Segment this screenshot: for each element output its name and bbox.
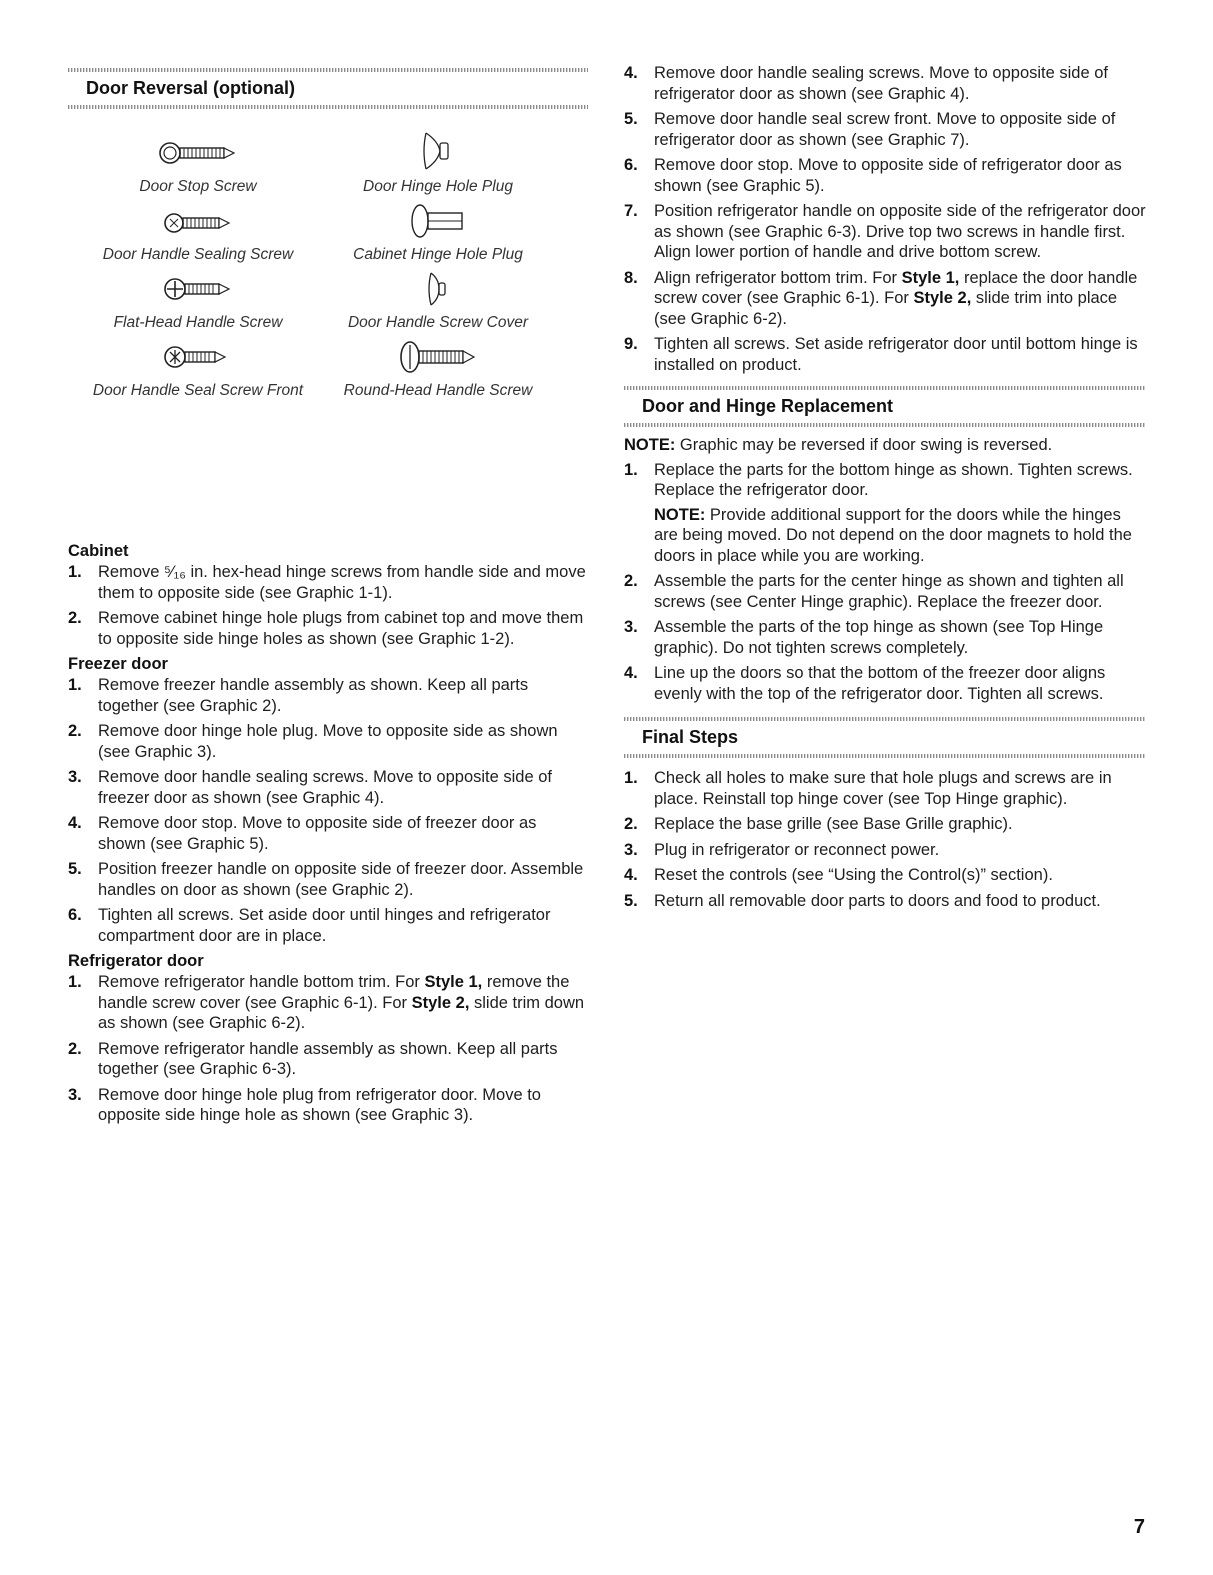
- section-title-door-reversal: Door Reversal (optional): [86, 78, 296, 98]
- part-label: Door Handle Sealing Screw: [102, 246, 294, 263]
- list-item: 1. Check all holes to make sure that hole plugs and screws are in place. Reinstall top hinge cover (see Top Hinge graphic).: [624, 769, 1112, 808]
- section-title-door-hinge: Door and Hinge Replacement: [642, 396, 894, 416]
- part-label: Cabinet Hinge Hole Plug: [353, 246, 523, 263]
- subheading-cabinet: Cabinet: [68, 542, 129, 560]
- door-stop-screw-icon: [73, 129, 323, 173]
- cabinet-hinge-hole-plug-icon: [313, 197, 563, 241]
- part-label: Door Stop Screw: [139, 178, 257, 195]
- list-item: 3. Remove door hinge hole plug from refrigerator door. Move to opposite side hinge hole as shown (see Graphic 3).: [68, 1085, 541, 1124]
- list-item: 5. Return all removable door parts to doors and food to product.: [624, 891, 1101, 910]
- step-note: NOTE: Provide additional support for the doors while the hinges are being moved. Do not depend on the door magnets to hold the doors in place while you are working.: [654, 505, 1132, 565]
- part-door-handle-seal-screw-front: [73, 333, 323, 400]
- door-handle-screw-cover-icon: [313, 265, 563, 309]
- list-item: 2. Remove refrigerator handle assembly as shown. Keep all parts together (see Graphic 6-3).: [68, 1039, 558, 1078]
- list-item: 9. Tighten all screws. Set aside refrigerator door until bottom hinge is installed on product.: [624, 335, 1138, 374]
- door-handle-sealing-screw-icon: [73, 197, 323, 241]
- subheading-freezer-door: Freezer door: [68, 655, 168, 673]
- part-label: Round-Head Handle Screw: [343, 382, 533, 399]
- list-item: 6. Tighten all screws. Set aside door until hinges and refrigerator compartment door are in place.: [68, 906, 551, 945]
- list-item: 1. Remove ⁵⁄₁₆ in. hex-head hinge screws from handle side and move them to opposite side (see Graphic 1-1).: [68, 563, 586, 602]
- part-door-handle-screw-cover: [313, 265, 563, 332]
- list-item: 8. Align refrigerator bottom trim. For Style 1, replace the door handle screw cover (see Graphic 6-1). For Style 2, slide trim into place (see Graphic 6-2).: [624, 268, 1138, 328]
- parts-legend: [68, 109, 588, 409]
- list-item: 4. Reset the controls (see “Using the Control(s)” section).: [624, 866, 1053, 884]
- section-rule-bottom: [624, 423, 1146, 427]
- flat-head-handle-screw-icon: [73, 265, 323, 309]
- part-label: Door Handle Seal Screw Front: [92, 382, 304, 399]
- left-column: [68, 0, 588, 1131]
- right-column: [624, 0, 1146, 916]
- step-number: 2.: [68, 609, 82, 627]
- door-handle-seal-screw-front-icon: [73, 333, 323, 377]
- door-hinge-hole-plug-icon: [313, 129, 563, 173]
- part-label: Door Hinge Hole Plug: [363, 178, 513, 195]
- list-item: 4. Remove door stop. Move to opposite side of freezer door as shown (see Graphic 5).: [68, 814, 537, 853]
- refrigerator-steps-continued: [624, 63, 1146, 375]
- part-cabinet-hinge-hole-plug: [313, 197, 563, 264]
- part-label: Door Handle Screw Cover: [347, 314, 529, 331]
- list-item: 2. Assemble the parts for the center hinge as shown and tighten all screws (see Center Hinge graphic). Replace the freezer door.: [624, 572, 1124, 611]
- part-door-hinge-hole-plug: [313, 129, 563, 196]
- section-title-final-steps: Final Steps: [642, 727, 739, 747]
- list-item: 2. Remove door hinge hole plug. Move to opposite side as shown (see Graphic 3).: [68, 722, 558, 761]
- part-door-handle-sealing-screw: [73, 197, 323, 264]
- round-head-handle-screw-icon: [313, 333, 563, 377]
- list-item: 2. Remove cabinet hinge hole plugs from cabinet top and move them to opposite side hinge holes as shown (see Graphic 1-2).: [68, 609, 584, 648]
- cabinet-steps: [68, 562, 588, 649]
- list-item: 1. Replace the parts for the bottom hinge as shown. Tighten screws. Replace the refrigerator door. NOTE: Provide additional support for the doors while the hinges are being moved. Do not depend on the door magnets to hold the doors in place while you are working.: [624, 460, 1146, 567]
- list-item: 5. Remove door handle seal screw front. Move to opposite side of refrigerator door as shown (see Graphic 7).: [624, 110, 1116, 149]
- list-item: 3. Plug in refrigerator or reconnect power.: [624, 840, 940, 859]
- page-number: 7: [1133, 1516, 1145, 1538]
- part-label: Flat-Head Handle Screw: [113, 314, 283, 331]
- list-item: 2. Replace the base grille (see Base Grille graphic).: [624, 815, 1013, 833]
- part-round-head-handle-screw: [313, 333, 563, 400]
- list-item: 4. Line up the doors so that the bottom of the freezer door aligns evenly with the top of the refrigerator door. Tighten all screws.: [624, 664, 1106, 703]
- list-item: 7. Position refrigerator handle on opposite side of the refrigerator door as shown (see Graphic 6-3). Drive top two screws in handle first. Align lower portion of handle and drive bottom screw.: [624, 202, 1146, 261]
- list-item: 5. Position freezer handle on opposite side of freezer door. Assemble handles on door as shown (see Graphic 2).: [68, 860, 584, 899]
- list-item: 6. Remove door stop. Move to opposite side of refrigerator door as shown (see Graphic 5).: [624, 156, 1122, 195]
- final-steps: [624, 768, 1146, 911]
- freezer-steps: [68, 675, 588, 946]
- list-item: 1. Remove freezer handle assembly as shown. Keep all parts together (see Graphic 2).: [68, 676, 529, 715]
- fraction: ⁵⁄₁₆: [164, 563, 186, 581]
- part-flat-head-handle-screw: [73, 265, 323, 332]
- step-number: 1.: [68, 563, 82, 581]
- part-door-stop-screw: [73, 129, 323, 196]
- list-item: 4. Remove door handle sealing screws. Move to opposite side of refrigerator door as shown (see Graphic 4).: [624, 64, 1108, 103]
- list-item: 1. Remove refrigerator handle bottom trim. For Style 1, remove the handle screw cover (see Graphic 6-1). For Style 2, slide trim down as shown (see Graphic 6-2).: [68, 973, 585, 1032]
- section-note: NOTE: Graphic may be reversed if door swing is reversed.: [624, 436, 1053, 454]
- subheading-refrigerator-door: Refrigerator door: [68, 952, 204, 970]
- list-item: 3. Remove door handle sealing screws. Move to opposite side of freezer door as shown (see Graphic 4).: [68, 768, 552, 807]
- list-item: 3. Assemble the parts of the top hinge as shown (see Top Hinge graphic). Do not tighten screws completely.: [624, 618, 1104, 657]
- refrigerator-steps: [68, 972, 588, 1126]
- door-hinge-steps: [624, 460, 1146, 705]
